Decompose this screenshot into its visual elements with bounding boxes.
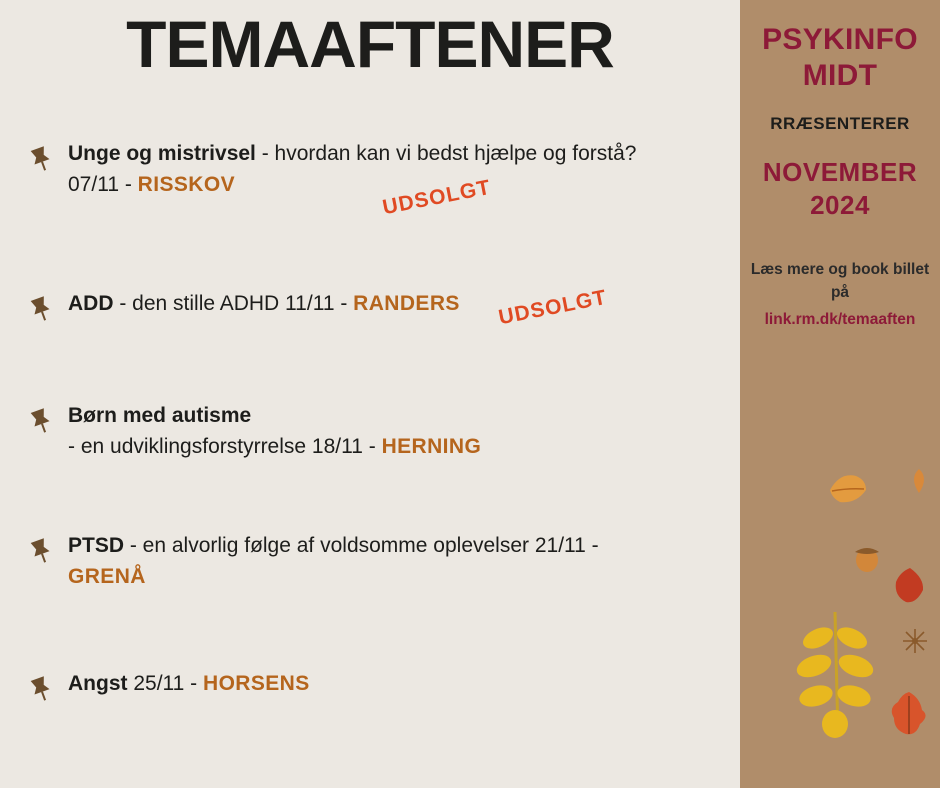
- year-label: 2024: [810, 190, 870, 220]
- event-topic: Angst: [68, 672, 128, 695]
- event-topic: ADD: [68, 292, 114, 315]
- leaf-icon: [890, 566, 930, 611]
- booking-link[interactable]: link.rm.dk/temaaften: [764, 311, 916, 328]
- event-text: [68, 138, 668, 200]
- event-topic: PTSD: [68, 534, 125, 557]
- pushpin-icon: [26, 536, 56, 566]
- list-item[interactable]: [0, 530, 740, 648]
- list-item[interactable]: [0, 138, 740, 256]
- leaf-icon: [908, 468, 930, 499]
- booking-info: [740, 258, 940, 331]
- event-city: HERNING: [381, 435, 482, 458]
- date-block: [740, 156, 940, 222]
- event-text: [68, 530, 668, 592]
- list-item[interactable]: [0, 668, 740, 786]
- event-description: - den stille ADHD 11/11 -: [113, 292, 354, 315]
- list-item[interactable]: [0, 400, 740, 518]
- leaf-icon: [790, 610, 880, 745]
- event-topic: Børn med autisme: [68, 404, 252, 427]
- brand-title: [740, 22, 940, 94]
- booking-text: Læs mere og book billet på: [750, 261, 930, 301]
- status-badge: UDSOLGT: [496, 285, 609, 330]
- list-item[interactable]: [0, 285, 740, 406]
- pushpin-icon: [26, 674, 56, 704]
- brand-line-2: MIDT: [802, 59, 878, 92]
- brand-line-1: PSYKINFO: [762, 23, 918, 56]
- month-label: NOVEMBER: [762, 157, 918, 187]
- event-city: RANDERS: [353, 292, 460, 315]
- pushpin-icon: [26, 294, 56, 324]
- event-text: [68, 668, 668, 699]
- event-description: 25/11 -: [127, 672, 203, 695]
- event-description: - hvordan kan vi bedst hjælpe og forstå? 07/11 -: [68, 142, 637, 196]
- status-badge: UDSOLGT: [380, 175, 493, 220]
- presents-label: RRÆSENTERER: [770, 114, 910, 133]
- acorn-icon: [850, 540, 884, 579]
- event-city: GRENÅ: [68, 565, 146, 588]
- page-title: TEMAAFTENER: [126, 7, 614, 81]
- sidebar: [740, 0, 940, 788]
- pushpin-icon: [26, 144, 56, 174]
- event-description: - en udviklingsforstyrrelse 18/11 -: [68, 435, 382, 458]
- leaf-icon: [886, 690, 932, 745]
- event-topic: Unge og mistrivsel: [68, 142, 256, 165]
- event-city: HORSENS: [203, 672, 310, 695]
- event-city: RISSKOV: [137, 173, 235, 196]
- pushpin-icon: [26, 406, 56, 436]
- event-description: - en alvorlig følge af voldsomme oplevelser 21/11 -: [124, 534, 599, 557]
- event-text: [68, 400, 668, 462]
- seedpod-icon: [902, 628, 928, 659]
- leaf-icon: [826, 470, 870, 515]
